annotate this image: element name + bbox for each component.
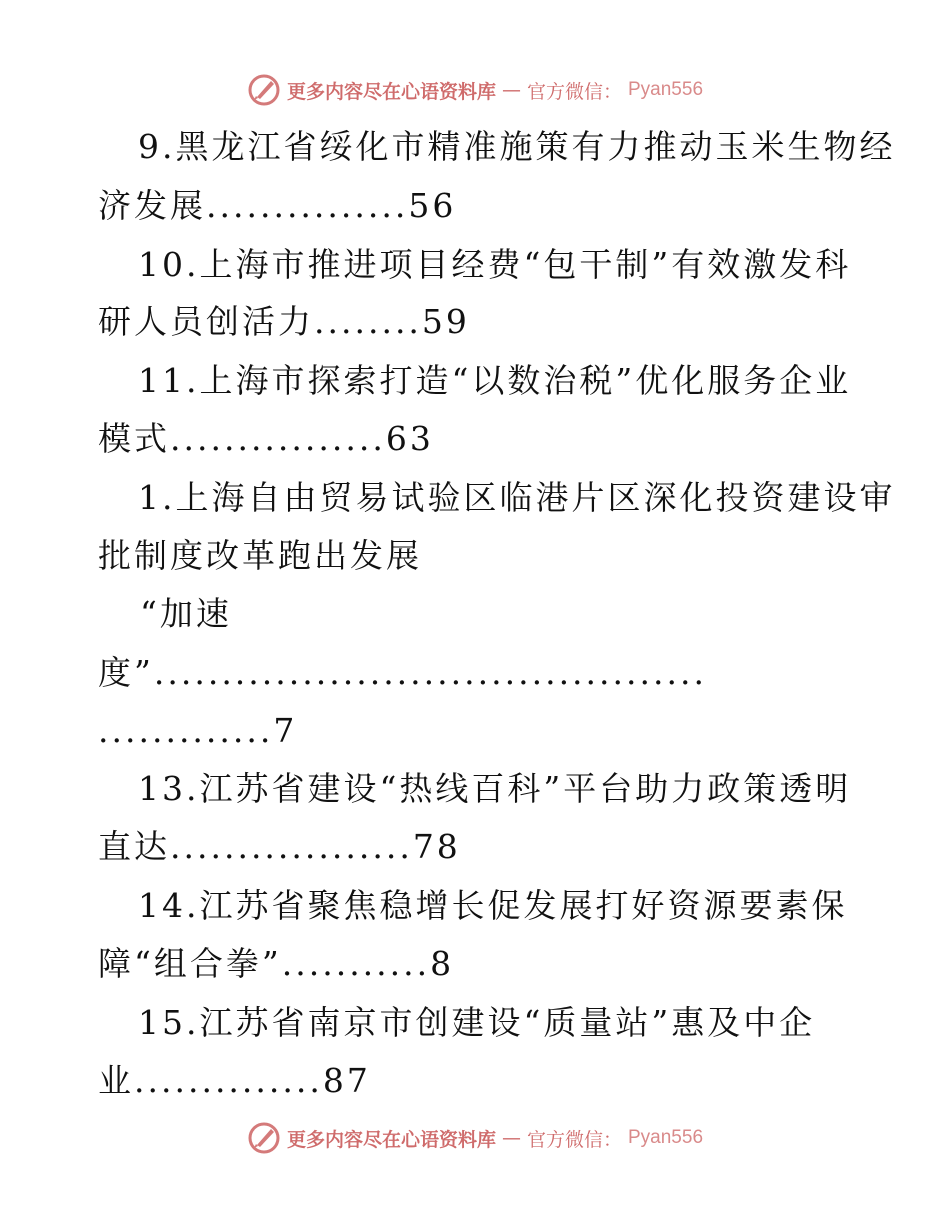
watermark-footer — [0, 1118, 950, 1158]
toc-line: 研人员创活力........59 — [98, 302, 470, 341]
watermark-id: Pyan556 — [628, 79, 704, 100]
toc-line: 15.江苏省南京市创建设“质量站”惠及中企 — [138, 1003, 816, 1042]
toc-line: 业..............87 — [98, 1061, 371, 1100]
watermark-logo-icon — [247, 1121, 281, 1155]
toc-line: 1.上海自由贸易试验区临港片区深化投资建设审 — [138, 478, 896, 517]
toc-line: 14.江苏省聚焦稳增长促发展打好资源要素保 — [138, 886, 848, 925]
toc-line: “加速 — [140, 594, 232, 633]
toc-line: 9.黑龙江省绥化市精准施策有力推动玉米生物经 — [138, 127, 896, 166]
watermark-label: 官方微信： — [526, 80, 622, 103]
toc-line: 直达..................78 — [98, 827, 461, 866]
watermark-brand: 更多内容尽在心语资料库 — [286, 1128, 496, 1151]
toc-line: 障“组合拳”...........8 — [98, 944, 455, 983]
watermark-id: Pyan556 — [628, 1127, 704, 1148]
toc-line: 批制度改革跑出发展 — [98, 536, 422, 575]
toc-line: 模式................63 — [98, 419, 434, 458]
toc-line: .............7 — [98, 711, 298, 750]
watermark-dash: — — [501, 79, 521, 101]
toc-line: 度”......................................... — [98, 653, 707, 692]
toc-line: 13.江苏省建设“热线百科”平台助力政策透明 — [138, 769, 852, 808]
watermark-brand: 更多内容尽在心语资料库 — [286, 80, 496, 103]
toc-line: 10.上海市推进项目经费“包干制”有效激发科 — [138, 245, 852, 284]
toc-line: 11.上海市探索打造“以数治税”优化服务企业 — [138, 361, 852, 400]
watermark-dash: — — [501, 1127, 521, 1149]
toc-line: 济发展...............56 — [98, 186, 457, 225]
watermark-label: 官方微信： — [526, 1128, 622, 1151]
